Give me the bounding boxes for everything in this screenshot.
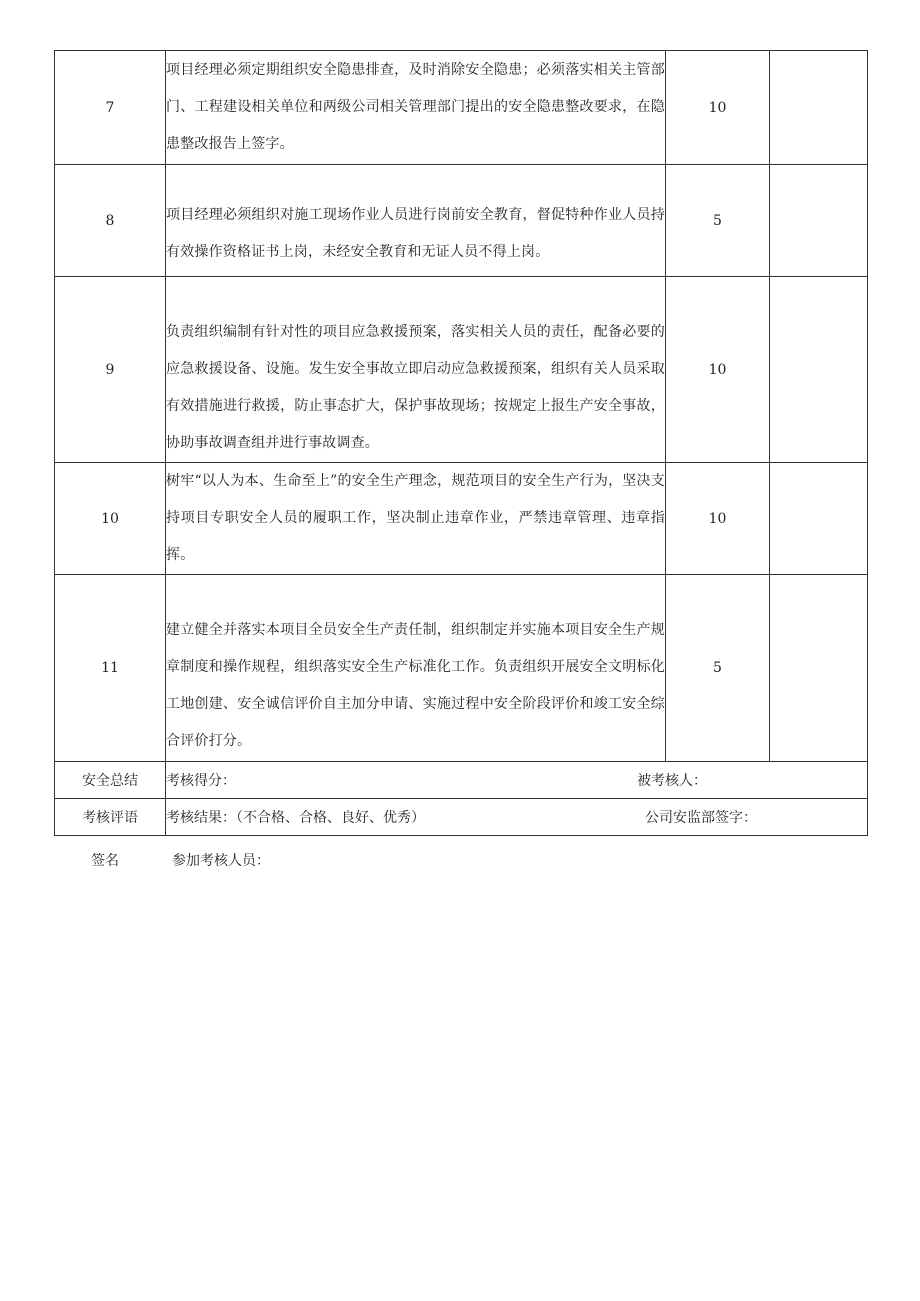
summary-row: [55, 762, 868, 799]
item-score: 10: [666, 277, 770, 463]
score-label: 考核得分：: [166, 773, 236, 789]
item-score: 10: [666, 463, 770, 575]
table-row: [55, 575, 868, 762]
summary-cell[interactable]: [166, 762, 868, 799]
table-row: [55, 277, 868, 463]
item-requirement: 项目经理必须组织对施工现场作业人员进行岗前安全教育，督促特种作业人员持有效操作资格证书上岗，未经安全教育和无证人员不得上岗。: [166, 165, 666, 277]
item-number: 7: [55, 51, 166, 165]
review-cell[interactable]: [166, 799, 868, 836]
signature-label: 签名: [91, 853, 119, 869]
assessee-label: 被考核人：: [637, 773, 707, 789]
table-row: [55, 463, 868, 575]
item-result-cell[interactable]: [770, 277, 868, 463]
assessment-table: [54, 50, 868, 836]
department-sign-label: 公司安监部签字：: [645, 810, 757, 826]
item-requirement: 树牢“以人为本、生命至上”的安全生产理念，规范项目的安全生产行为，坚决支持项目专职安全人员的履职工作，坚决制止违章作业，严禁违章管理、违章指挥。: [166, 463, 666, 575]
item-result-cell[interactable]: [770, 51, 868, 165]
review-label: 考核评语: [55, 799, 166, 836]
item-number: 10: [55, 463, 166, 575]
item-number: 8: [55, 165, 166, 277]
item-result-cell[interactable]: [770, 463, 868, 575]
summary-label: 安全总结: [55, 762, 166, 799]
item-requirement: 项目经理必须定期组织安全隐患排查，及时消除安全隐患；必须落实相关主管部门、工程建设相关单位和两级公司相关管理部门提出的安全隐患整改要求，在隐患整改报告上签字。: [166, 51, 666, 165]
table-row: [55, 165, 868, 277]
table-row: [55, 51, 868, 165]
item-score: 5: [666, 575, 770, 762]
item-requirement: 负责组织编制有针对性的项目应急救援预案，落实相关人员的责任，配备必要的应急救援设备、设施。发生安全事故立即启动应急救援预案，组织有关人员采取有效措施进行救援，防止事态扩大，保护事故现场；按规定上报生产安全事故，协助事故调查组并进行事故调查。: [166, 277, 666, 463]
item-result-cell[interactable]: [770, 575, 868, 762]
review-row: [55, 799, 868, 836]
item-number: 11: [55, 575, 166, 762]
result-label: 考核结果：（不合格、合格、良好、优秀）: [166, 810, 425, 826]
item-number: 9: [55, 277, 166, 463]
item-requirement: 建立健全并落实本项目全员安全生产责任制，组织制定并实施本项目安全生产规章制度和操作规程，组织落实安全生产标准化工作。负责组织开展安全文明标化工地创建、安全诚信评价自主加分申请、实施过程中安全阶段评价和竣工安全综合评价打分。: [166, 575, 666, 762]
item-result-cell[interactable]: [770, 165, 868, 277]
participants-label: 参加考核人员：: [172, 853, 270, 869]
item-score: 10: [666, 51, 770, 165]
item-score: 5: [666, 165, 770, 277]
